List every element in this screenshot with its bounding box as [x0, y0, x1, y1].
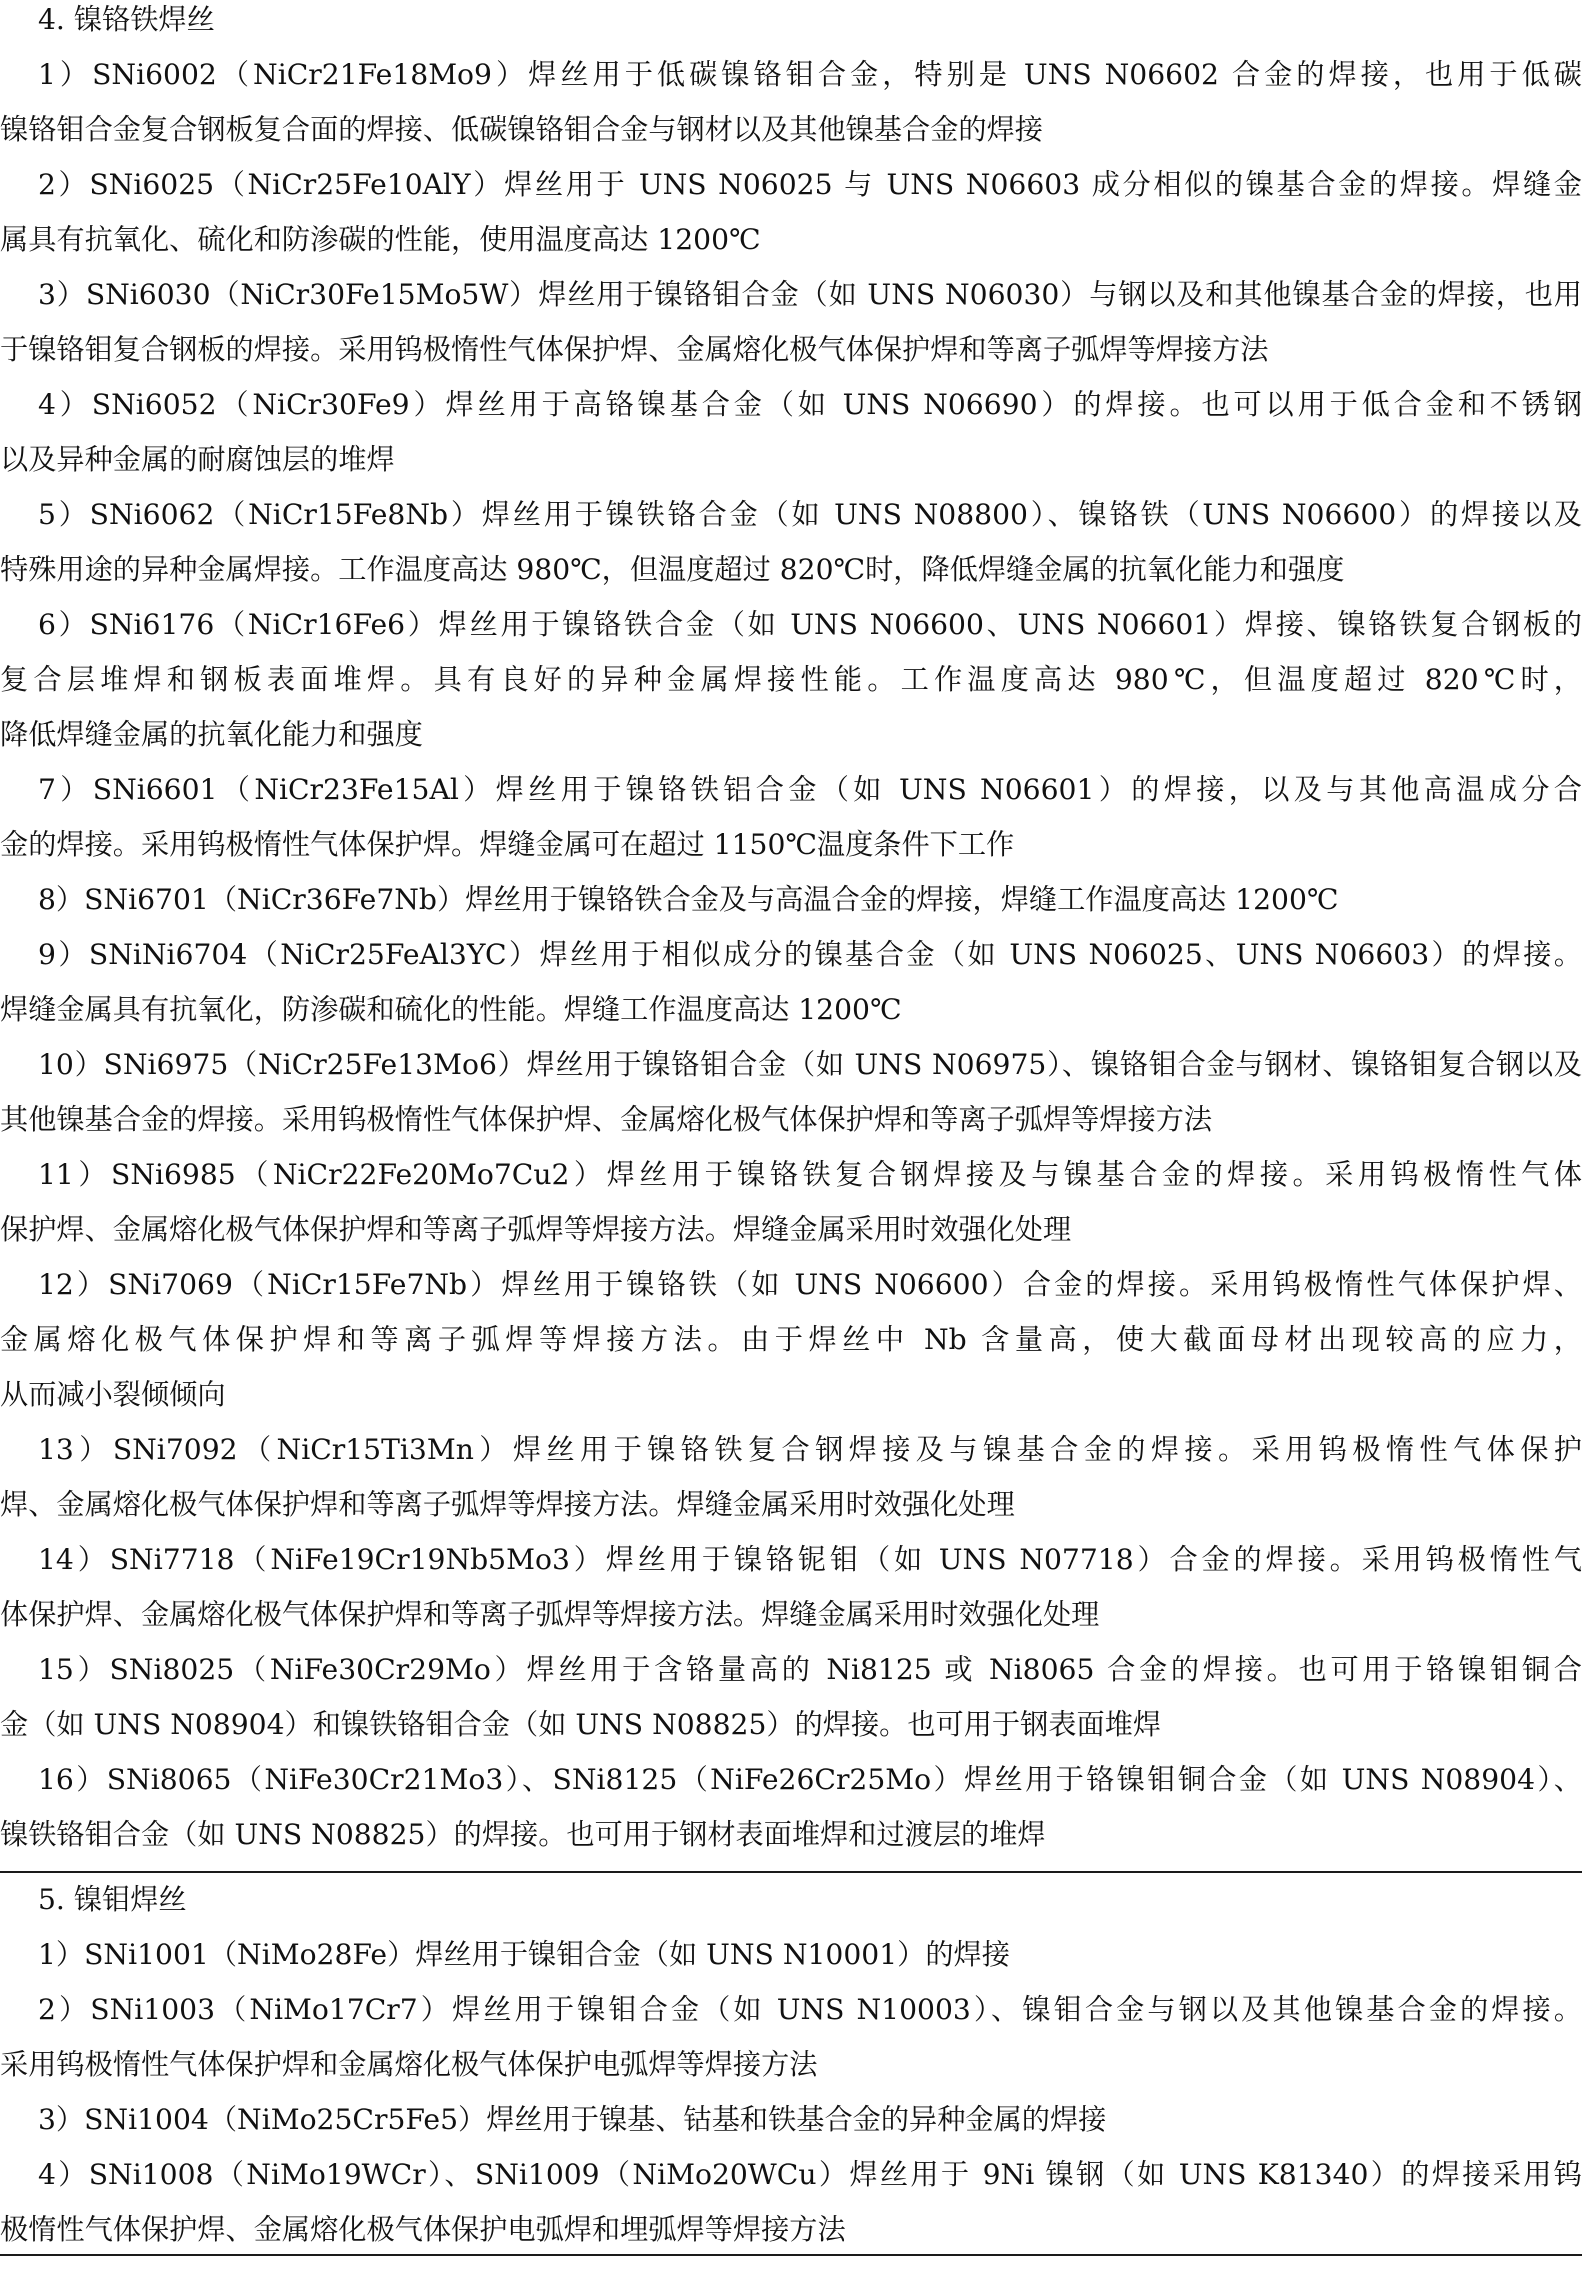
paragraph-line: 镍铬钼合金复合钢板复合面的焊接、低碳镍铬钼合金与钢材以及其他镍基合金的焊接: [0, 113, 1043, 146]
paragraph-line: 11）SNi6985（NiCr22Fe20Mo7Cu2）焊丝用于镍铬铁复合钢焊接及与镍基合金的焊接。采用钨极惰性气体: [38, 1158, 1582, 1191]
paragraph-line: 7）SNi6601（NiCr23Fe15Al）焊丝用于镍铬铁铝合金（如 UNS N06601）的焊接，以及与其他高温成分合: [38, 773, 1582, 806]
paragraph-line: 16）SNi8065（NiFe30Cr21Mo3）、SNi8125（NiFe26Cr25Mo）焊丝用于铬镍钼铜合金（如 UNS N08904）、: [38, 1763, 1582, 1796]
paragraph-item-14: [0, 1532, 1582, 1642]
paragraph-line: 焊、金属熔化极气体保护焊和等离子弧焊等焊接方法。焊缝金属采用时效强化处理: [0, 1488, 1015, 1521]
paragraph-line: 6）SNi6176（NiCr16Fe6）焊丝用于镍铬铁合金（如 UNS N06600、UNS N06601）焊接、镍铬铁复合钢板的: [38, 608, 1582, 641]
paragraph-item-11: [0, 1147, 1582, 1257]
paragraph-item-5: [0, 487, 1582, 597]
paragraph-line: 3）SNi6030（NiCr30Fe15Mo5W）焊丝用于镍铬钼合金（如 UNS N06030）与钢以及和其他镍基合金的焊接，也用: [38, 278, 1582, 311]
paragraph-line: 焊缝金属具有抗氧化，防渗碳和硫化的性能。焊缝工作温度高达 1200℃: [0, 993, 902, 1026]
paragraph-item-12: [0, 1257, 1582, 1422]
paragraph-item-3: [0, 2092, 1582, 2147]
paragraph-line: 4）SNi1008（NiMo19WCr）、SNi1009（NiMo20WCu）焊丝用于 9Ni 镍钢（如 UNS K81340）的焊接采用钨: [38, 2158, 1582, 2191]
paragraph-line: 采用钨极惰性气体保护焊和金属熔化极气体保护电弧焊等焊接方法: [0, 2048, 818, 2081]
page-bottom-rule: [0, 2254, 1582, 2256]
paragraph-line: 15）SNi8025（NiFe30Cr29Mo）焊丝用于含铬量高的 Ni8125 或 Ni8065 合金的焊接。也可用于铬镍钼铜合: [38, 1653, 1582, 1686]
paragraph-item-7: [0, 762, 1582, 872]
paragraph-item-13: [0, 1422, 1582, 1532]
paragraph-line: 金的焊接。采用钨极惰性气体保护焊。焊缝金属可在超过 1150℃温度条件下工作: [0, 828, 1015, 861]
paragraph-line: 从而减小裂倾倾向: [0, 1378, 226, 1411]
paragraph-item-2: [0, 157, 1582, 267]
paragraph-line: 12）SNi7069（NiCr15Fe7Nb）焊丝用于镍铬铁（如 UNS N06600）合金的焊接。采用钨极惰性气体保护焊、: [38, 1268, 1582, 1301]
paragraph-item-16: [0, 1752, 1582, 1862]
paragraph-item-3: [0, 267, 1582, 377]
paragraph-line: 4）SNi6052（NiCr30Fe9）焊丝用于高铬镍基合金（如 UNS N06690）的焊接。也可以用于低合金和不锈钢: [38, 388, 1582, 421]
paragraph-line: 8）SNi6701（NiCr36Fe7Nb）焊丝用于镍铬铁合金及与高温合金的焊接，焊缝工作温度高达 1200℃: [38, 883, 1339, 916]
paragraph-line: 5）SNi6062（NiCr15Fe8Nb）焊丝用于镍铁铬合金（如 UNS N08800）、镍铬铁（UNS N06600）的焊接以及: [38, 498, 1582, 531]
paragraph-item-6: [0, 597, 1582, 762]
paragraph-item-1: [0, 1927, 1582, 1982]
section-heading: 5. 镍钼焊丝: [38, 1883, 187, 1916]
paragraph-line: 13）SNi7092（NiCr15Ti3Mn）焊丝用于镍铬铁复合钢焊接及与镍基合金的焊接。采用钨极惰性气体保护: [38, 1433, 1582, 1466]
paragraph-line: 降低焊缝金属的抗氧化能力和强度: [0, 718, 423, 751]
paragraph-line: 其他镍基合金的焊接。采用钨极惰性气体保护焊、金属熔化极气体保护焊和等离子弧焊等焊接方法: [0, 1103, 1213, 1136]
paragraph-line: 保护焊、金属熔化极气体保护焊和等离子弧焊等焊接方法。焊缝金属采用时效强化处理: [0, 1213, 1072, 1246]
paragraph-item-15: [0, 1642, 1582, 1752]
paragraph-line: 1）SNi1001（NiMo28Fe）焊丝用于镍钼合金（如 UNS N10001）的焊接: [38, 1938, 1010, 1971]
section-heading: 4. 镍铬铁焊丝: [38, 3, 215, 36]
paragraph-item-9: [0, 927, 1582, 1037]
paragraph-line: 2）SNi6025（NiCr25Fe10AlY）焊丝用于 UNS N06025 与 UNS N06603 成分相似的镍基合金的焊接。焊缝金: [38, 168, 1582, 201]
paragraph-line: 10）SNi6975（NiCr25Fe13Mo6）焊丝用于镍铬钼合金（如 UNS N06975）、镍铬钼合金与钢材、镍铬钼复合钢以及: [38, 1048, 1582, 1081]
paragraph-line: 2）SNi1003（NiMo17Cr7）焊丝用于镍钼合金（如 UNS N10003）、镍钼合金与钢以及其他镍基合金的焊接。: [38, 1993, 1582, 2026]
paragraph-item-1: [0, 47, 1582, 157]
paragraph-line: 属具有抗氧化、硫化和防渗碳的性能，使用温度高达 1200℃: [0, 223, 761, 256]
paragraph-line: 金（如 UNS N08904）和镍铁铬钼合金（如 UNS N08825）的焊接。也可用于钢表面堆焊: [0, 1708, 1162, 1741]
paragraph-line: 于镍铬钼复合钢板的焊接。采用钨极惰性气体保护焊、金属熔化极气体保护焊和等离子弧焊等焊接方法: [0, 333, 1269, 366]
paragraph-item-10: [0, 1037, 1582, 1147]
paragraph-line: 14）SNi7718（NiFe19Cr19Nb5Mo3）焊丝用于镍铬铌钼（如 UNS N07718）合金的焊接。采用钨极惰性气: [38, 1543, 1582, 1576]
paragraph-line: 3）SNi1004（NiMo25Cr5Fe5）焊丝用于镍基、钴基和铁基合金的异种金属的焊接: [38, 2103, 1107, 2136]
paragraph-item-2: [0, 1982, 1582, 2092]
paragraph-line: 极惰性气体保护焊、金属熔化极气体保护电弧焊和埋弧焊等焊接方法: [0, 2213, 846, 2246]
paragraph-line: 9）SNiNi6704（NiCr25FeAl3YC）焊丝用于相似成分的镍基合金（如 UNS N06025、UNS N06603）的焊接。: [38, 938, 1582, 971]
paragraph-line: 1）SNi6002（NiCr21Fe18Mo9）焊丝用于低碳镍铬钼合金，特别是 UNS N06602 合金的焊接，也用于低碳: [38, 58, 1582, 91]
paragraph-line: 特殊用途的异种金属焊接。工作温度高达 980℃，但温度超过 820℃时，降低焊缝金属的抗氧化能力和强度: [0, 553, 1345, 586]
paragraph-line: 镍铁铬钼合金（如 UNS N08825）的焊接。也可用于钢材表面堆焊和过渡层的堆焊: [0, 1818, 1046, 1851]
paragraph-line: 以及异种金属的耐腐蚀层的堆焊: [0, 443, 395, 476]
paragraph-item-4: [0, 2147, 1582, 2257]
paragraph-line: 体保护焊、金属熔化极气体保护焊和等离子弧焊等焊接方法。焊缝金属采用时效强化处理: [0, 1598, 1100, 1631]
paragraph-line: 金属熔化极气体保护焊和等离子弧焊等焊接方法。由于焊丝中 Nb 含量高，使大截面母材出现较高的应力，: [0, 1323, 1582, 1356]
paragraph-line: 复合层堆焊和钢板表面堆焊。具有良好的异种金属焊接性能。工作温度高达 980℃，但温度超过 820℃时，: [0, 663, 1582, 696]
paragraph-item-8: [0, 872, 1582, 927]
paragraph-item-4: [0, 377, 1582, 487]
section-nickel-molybdenum-wire: [0, 1872, 1582, 2254]
